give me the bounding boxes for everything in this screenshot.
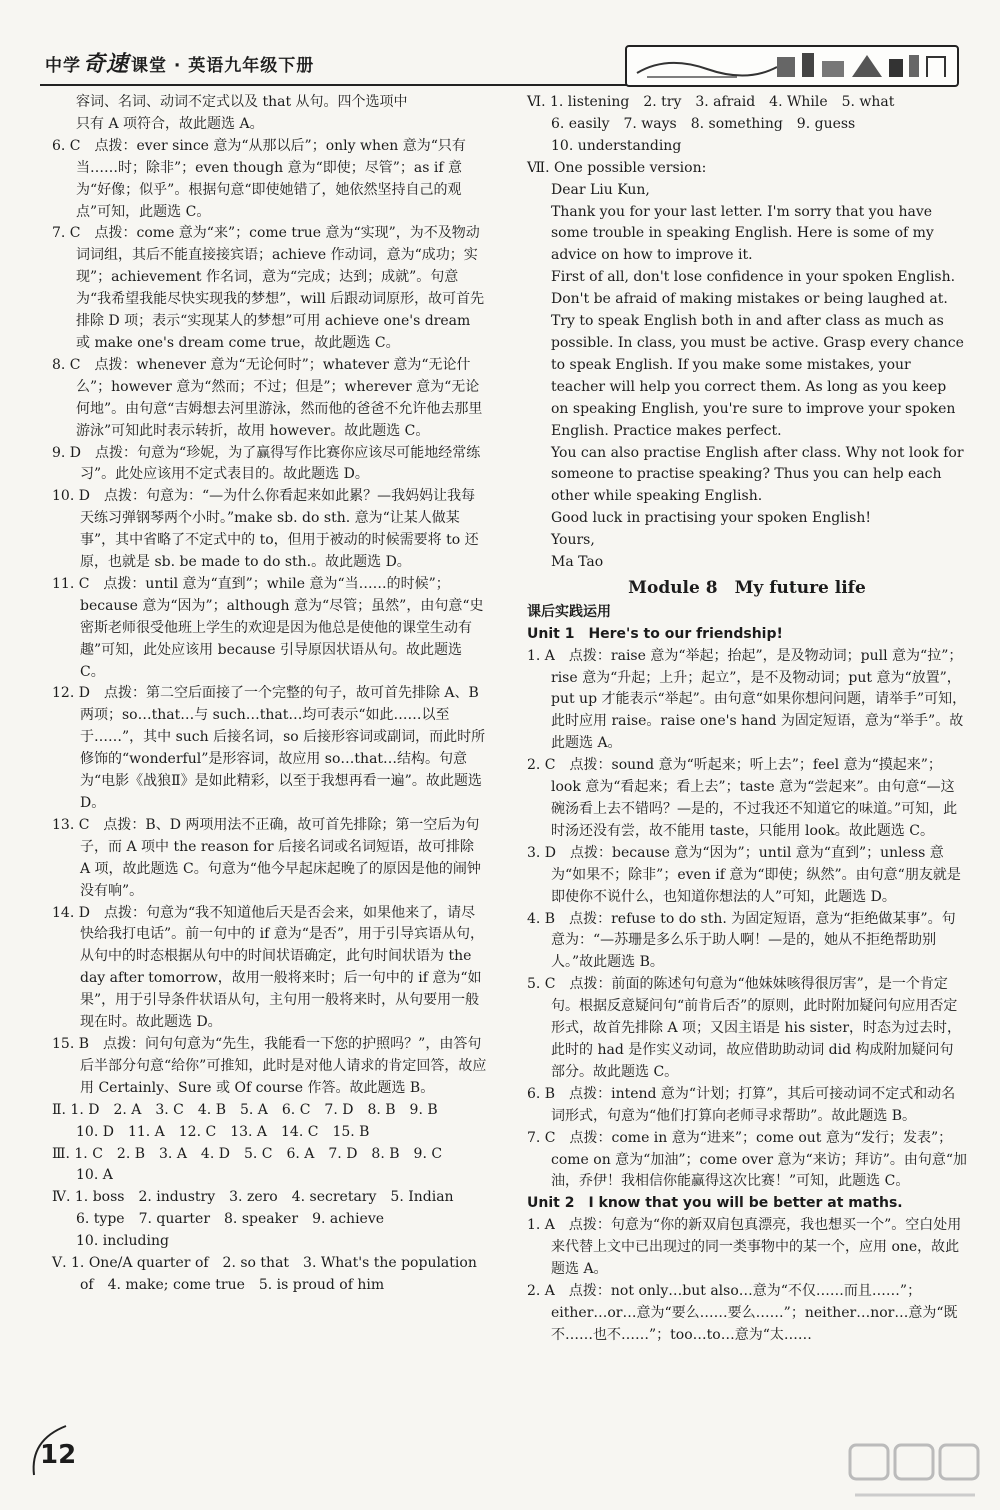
answer-paragraph: 10. including — [76, 1233, 169, 1250]
page-number: 12 — [40, 1440, 77, 1470]
answer-paragraph: 1. A 点拨：句意为“你的新双肩包真漂亮，我也想买一个”。空白处用来代替上文中已出现过的同一类事物中的某一个，应用 one，故此题选 A。 — [527, 1217, 962, 1278]
left-column — [52, 92, 488, 1297]
module-title: Module 8 My future life — [628, 577, 866, 598]
answer-paragraph: Ma Tao — [551, 554, 604, 571]
book-title — [45, 47, 314, 78]
right-column — [527, 92, 967, 1347]
answer-paragraph: 15. B 点拨：问句句意为“先生，我能看一下您的护照吗？”，由答句后半部分句意“给你”可推知，此时是对他人请求的肯定回答，故应用 Certainly、Sure 或 Of course 作答。故此题选 B。 — [52, 1035, 487, 1096]
answer-paragraph: 7. C 点拨：come 意为“来”；come true 意为“实现”，为不及物动词词组，其后不能直接接宾语；achieve 作动词，意为“成功；实现”；achievement 作名词，意为“完成；达到；成就”。句意为“我希望我能尽快实现我的梦想”，will 后跟动词原形，故可首先排除 D 项；表示“实现某人的梦想”可用 achieve one's dream 或 make one's dream come true，故此题选 C。 — [52, 225, 485, 351]
book-title-suffix: 课堂 · 英语九年级下册 — [131, 56, 315, 76]
unit2-answers — [527, 1215, 967, 1346]
answer-paragraph: 6. B 点拨：intend 意为“计划；打算”，其后可接动词不定式和动名词形式，句意为“他们打算向老师寻求帮助”。故此题选 B。 — [527, 1085, 956, 1124]
answer-paragraph: Ⅳ. 1. boss 2. industry 3. zero 4. secretary 5. Indian — [52, 1189, 454, 1206]
answer-paragraph: 10. A — [76, 1167, 113, 1184]
answer-paragraph: 8. C 点拨：whenever 意为“无论何时”；whatever 意为“无论什么”；however 意为“然而；不过；但是”；wherever 意为“无论何地”。由句意“吉姆想去河里游泳，然而他的爸爸不允许他去那里游泳”可知此时表示转折，故用 however。故此题选 C。 — [52, 356, 483, 439]
answer-paragraph: Good luck in practising your spoken English! — [551, 510, 871, 527]
answer-paragraph: Thank you for your last letter. I'm sorry that you have some trouble in speaking English. Here is some of my advice on how to improve it. — [551, 203, 934, 264]
answer-paragraph: 3. D 点拨：because 意为“因为”；until 意为“直到”；unless 意为“如果不；除非”；even if 意为“即使；纵然”。由句意“朋友就是即使你不说什么，也知道你想法的人”可知，此题选 D。 — [527, 844, 961, 905]
answer-paragraph: 7. C 点拨：come in 意为“进来”；come out 意为“发行；发表”；come on 意为“加油”；come over 意为“来访；拜访”。由句意“加油，乔伊！我相信你能赢得这次比赛！”可知，此题选 C。 — [527, 1129, 968, 1190]
section-title: 课后实践运用 — [527, 603, 611, 620]
answer-paragraph: 6. easily 7. ways 8. something 9. guess — [551, 115, 856, 132]
answer-paragraph: 10. D 点拨：句意为：“—为什么你看起来如此累？—我妈妈让我每天练习弹钢琴两个小时。”make sb. do sth. 意为“让某人做某事”，其中省略了不定式中的 to，但用于被动的时候需要将 to 还原，也就是 sb. be made to do sth.。故此题选 D。 — [52, 488, 479, 571]
answer-paragraph: 容词、名词、动词不定式以及 that 从句。四个选项中 — [76, 94, 408, 110]
answer-paragraph: 6. C 点拨：ever since 意为“从那以后”；only when 意为“只有当……时；除非”；even though 意为“即使；尽管”；as if 意为“好像；似乎”。根据句意“即使她错了，她依然坚持自己的观点”可知，此题选 C。 — [52, 137, 466, 220]
unit1-answers — [527, 646, 967, 1194]
answer-paragraph: 9. D 点拨：句意为“珍妮，为了赢得写作比赛你应该尽可能地经常练习”。此处应该用不定式表目的。故此题选 D。 — [52, 444, 481, 483]
answer-paragraph: 12. D 点拨：第二空后面接了一个完整的句子，故可首先排除 A、B 两项；so…that…与 such…that…均可表示“如此……以至于……”，其中 such 后接名词，so 后接形容词或副词，而此时所修饰的“wonderful”是形容词，故应用 so…that…结构。句意为“电影《战狼Ⅱ》是如此精彩，以至于我想再看一遍”。故此题选 D。 — [52, 685, 486, 811]
answer-paragraph: Ⅵ. 1. listening 2. try 3. afraid 4. While 5. what — [527, 94, 895, 110]
answer-paragraph: Ⅶ. One possible version: — [527, 159, 707, 176]
answer-paragraph: 10. D 11. A 12. C 13. A 14. C 15. B — [76, 1123, 370, 1140]
answer-paragraph: 2. C 点拨：sound 意为“听起来；听上去”；feel 意为“摸起来”；look 意为“看起来；看上去”；taste 意为“尝起来”。由句意“—这碗汤看上去不错吗？—是的，不过我还不知道它的味道。”可知，此时汤还没有尝，故不能用 taste，只能用 look。故此题选 C。 — [527, 757, 958, 839]
header-banner-image — [625, 45, 959, 87]
answer-paragraph: 13. C 点拨：B、D 两项用法不正确，故可首先排除；第一空后为句子，而 A 项中 the reason for 后接名词或名词短语，故可排除 A 项，故此题选 C。句意为“他今早起床起晚了的原因是他的闹钟没有响”。 — [52, 816, 481, 899]
answer-paragraph: 2. A 点拨：not only…but also…意为“不仅……而且……”；either…or…意为“要么……要么……”；neither…nor…意为“既不……也不……”；too…to…意为“太…… — [527, 1282, 958, 1343]
answer-paragraph: Ⅴ. 1. One/A quarter of 2. so that 3. What's the population of 4. make; come true 5. is proud of him — [52, 1255, 477, 1293]
answer-paragraph: 5. C 点拨：前面的陈述句句意为“他妹妹咳得很厉害”，是一个肯定句。根据反意疑问句“前肯后否”的原则，此时附加疑问句应用否定形式，故首先排除 A 项；又因主语是 his sister，时态为过去时，此时的 had 是作实义动词，故应借助助动词 did 构成附加疑问句部分。故此题选 C。 — [527, 976, 962, 1080]
answer-paragraph: Dear Liu Kun, — [551, 181, 650, 198]
answer-paragraph: First of all, don't lose confidence in your spoken English. Don't be afraid of making mistakes or being laughed at. Try to speak English both in and after class as much as possible. In class, you must be active. Grasp every chance to speak English. If you make some mistakes, your teacher will help you correct them. As long as you keep on speaking English, you're sure to improve your spoken English. Practice makes perfect. — [551, 269, 964, 439]
unit2-title: Unit 2 I know that you will be better at maths. — [527, 1195, 903, 1212]
answer-paragraph: 14. D 点拨：句意为“我不知道他后天是否会来，如果他来了，请尽快给我打电话”。前一句中的 if 意为“是否”，用于引导宾语从句，从句中的时态根据从句中的时间状语确定，此句时间状语为 the day after tomorrow，故用一般将来时；后一句中的 if 意为“如果”，用于引导条件状语从句，主句用一般将来时，从句要用一般现在时。故此题选 D。 — [52, 904, 485, 1031]
right-top-answers — [527, 92, 967, 574]
answer-paragraph: Ⅱ. 1. D 2. A 3. C 4. B 5. A 6. C 7. D 8. B 9. B — [52, 1101, 438, 1118]
answer-paragraph: You can also practise English after class. Why not look for someone to practise speaking? Thus you can help each other while speaking English. — [551, 444, 964, 505]
book-title-prefix: 中学 — [45, 56, 81, 76]
answer-paragraph: 10. understanding — [551, 137, 682, 154]
answer-paragraph: 1. A 点拨：raise 意为“举起；抬起”，是及物动词；pull 意为“拉”；rise 意为“升起；上升；起立”，是不及物动词；put 意为“放置”，put up 才能表示“举起”。由句意“如果你想问问题，请举手”可知，此时应用 raise。raise one's hand 为固定短语，意为“举手”。故此题选 A。 — [527, 647, 967, 752]
answer-paragraph: 只有 A 项符合，故此题选 A。 — [76, 115, 264, 132]
answer-paragraph: 11. C 点拨：until 意为“直到”；while 意为“当……的时候”；because 意为“因为”；although 意为“尽管；虽然”，由句意“史密斯老师很受他班上学生的欢迎是因为他总是使他的课堂生动有趣”可知，此处应该用 because 引导原因状语从句。故此题选 C。 — [52, 575, 484, 680]
book-title-brand: 奇速 — [83, 51, 130, 77]
unit1-title: Unit 1 Here's to our friendship! — [527, 625, 783, 642]
answer-paragraph: 4. B 点拨：refuse to do sth. 为固定短语，意为“拒绝做某事”。句意为：“—苏珊是多么乐于助人啊！—是的，她从不拒绝帮助别人。”故此题选 B。 — [527, 910, 956, 971]
answer-paragraph: Ⅲ. 1. C 2. B 3. A 4. D 5. C 6. A 7. D 8. B 9. C — [52, 1145, 443, 1162]
header-rule — [40, 84, 630, 86]
watermark-logo — [845, 1440, 985, 1505]
page-header — [0, 0, 1000, 90]
answer-paragraph: 6. type 7. quarter 8. speaker 9. achieve — [76, 1211, 385, 1228]
answer-paragraph: Yours, — [551, 532, 595, 549]
